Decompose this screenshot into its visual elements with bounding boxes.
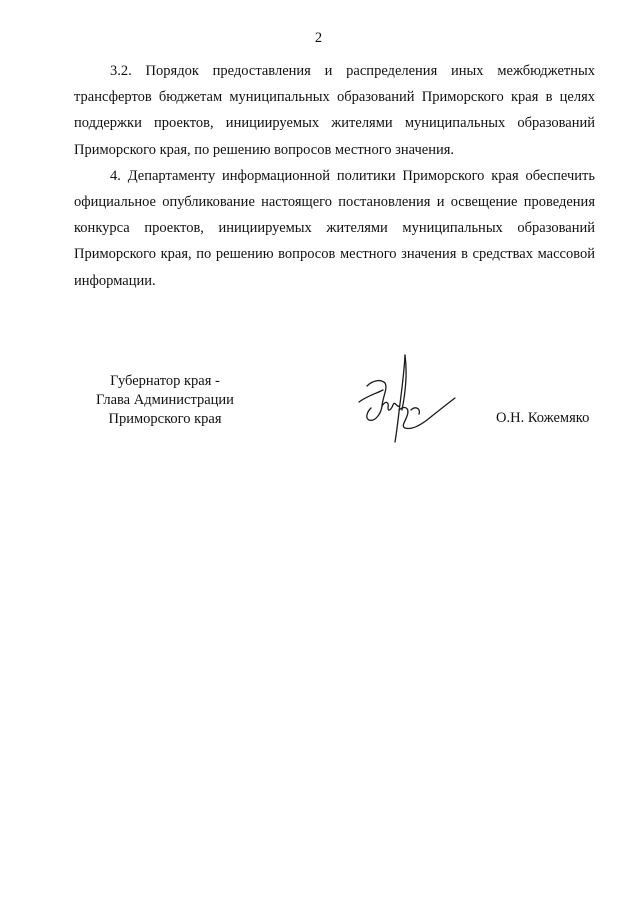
- signatory-name: О.Н. Кожемяко: [496, 410, 590, 426]
- handwritten-signature: [355, 350, 460, 445]
- page-number: 2: [314, 30, 323, 46]
- signatory-title-line-3: Приморского края: [108, 411, 222, 427]
- signatory-title-line-2: Глава Администрации: [96, 392, 234, 408]
- paragraph-4: 4. Департаменту информационной политики Приморского края обеспечить официальное опубликование настоящего постановления и освещение проведения конкурса проектов, инициируемых жителями муниципальных образований Приморского края, по решению вопросов местного значения в средствах массовой информации.: [74, 167, 595, 289]
- paragraph-3-2: 3.2. Порядок предоставления и распределения иных межбюджетных трансфертов бюджетам муниципальных образований Приморского края в целях поддержки проектов, инициируемых жителями муниципальных образований Приморского края, по решению вопросов местного значения.: [74, 63, 595, 158]
- signatory-title-line-1: Губернатор края -: [110, 373, 220, 389]
- signatory-position: [72, 372, 258, 429]
- document-body: [74, 58, 595, 294]
